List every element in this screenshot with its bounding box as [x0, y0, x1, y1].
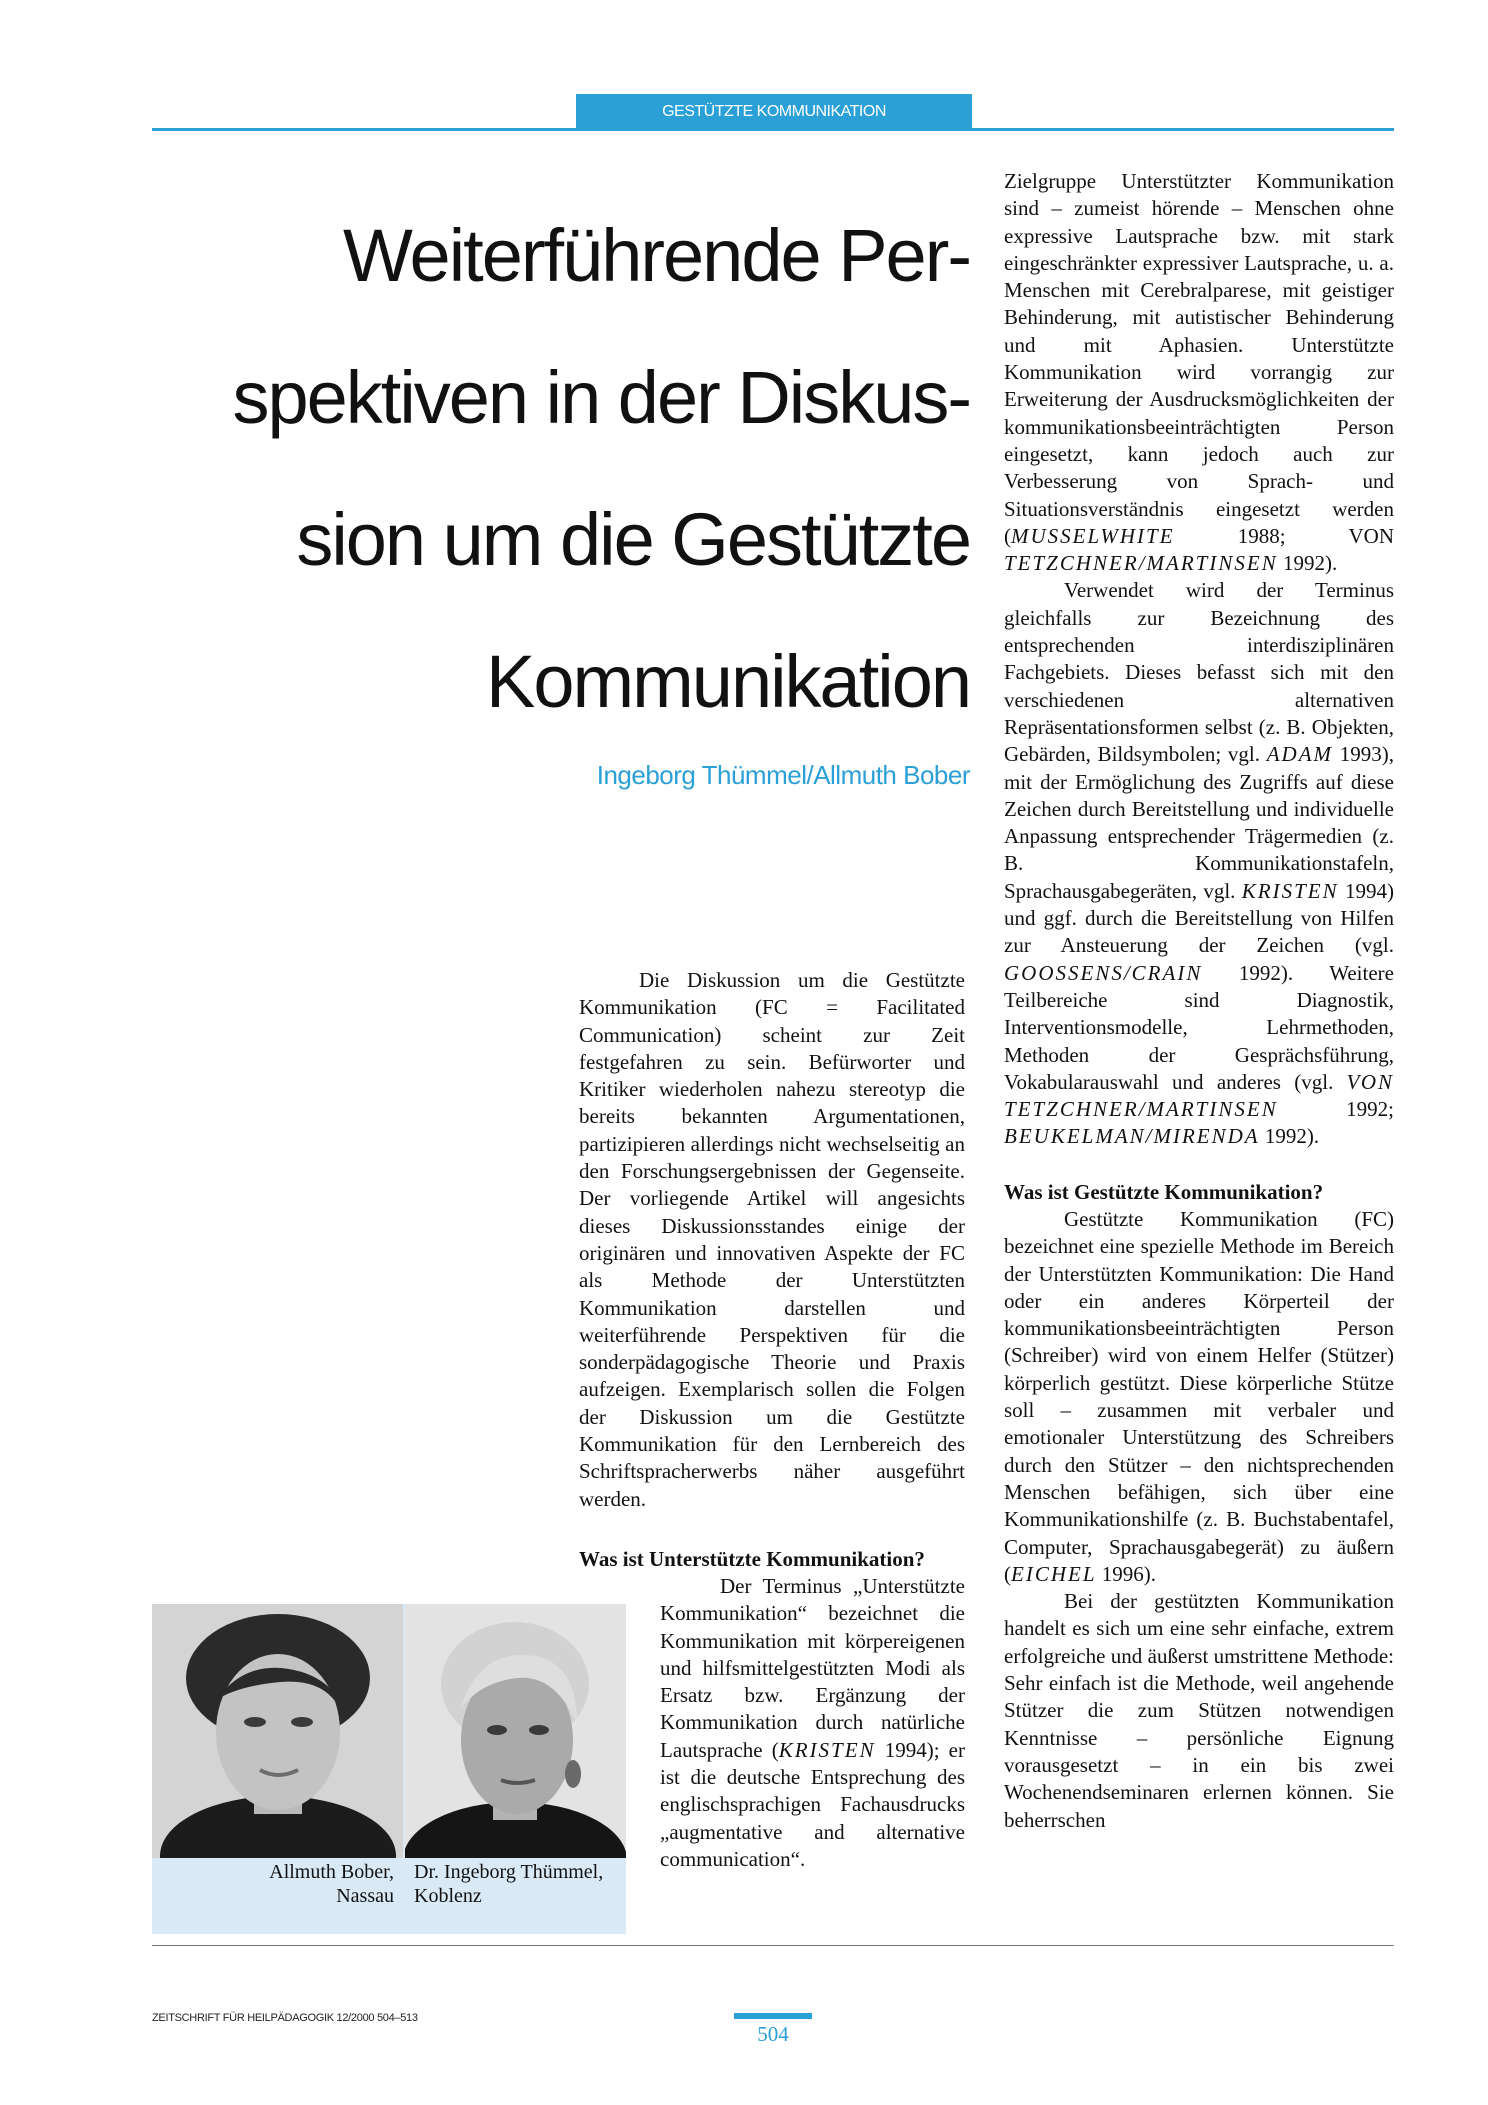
text-run: Verwendet wird der Terminus gleichfalls zur Bezeichnung des entsprechenden interdisziplinären Fachgebiets. Dieses befasst sich mit den verschiedenen alternativen Repräsentationsformen selbst (z. B. Objekten, Gebärden, Bildsymbolen; vgl. — [1004, 578, 1394, 767]
title-line-2: spektiven in der Diskus- — [232, 356, 970, 439]
portrait-thuemmel-image — [405, 1604, 626, 1858]
right-paragraph-1 — [1004, 168, 1394, 577]
journal-citation: ZEITSCHRIFT FÜR HEILPÄDAGOGIK 12/2000 504–513 — [152, 2012, 418, 2024]
right-paragraph-3 — [1004, 1206, 1394, 1588]
text-run: Der Terminus „Unterstützte Kommunikation“ bezeichnet die Kommunikation mit körpereigenen und hilfsmittelgestützten Modi als Ersatz bzw. Ergänzung der Kommunikation durch natürliche Lautsprache ( — [660, 1574, 965, 1762]
caption-place: Nassau — [336, 1885, 394, 1907]
text-run: 1994) und ggf. durch die Bereitstellung von Hilfen zur Ansteuerung der Zeichen (vgl. — [1004, 878, 1394, 958]
text-run: Gestützte Kommunikation (FC) bezeichnet eine spezielle Methode im Bereich der Unterstützten Kommunikation: Die Hand oder ein anderes Körperteil der kommunikationsbeeinträchtigten Person (Schreiber) wird von einem Helfer (Stützer) körperlich gestützt. Diese körperliche Stütze soll – zusammen mit verbaler und emotionaler Unterstützung des Schreibers durch den Stützer – den nichtsprechenden Menschen befähigen, sich über eine Kommunikationshilfe (z. B. Buchstabentafel, Computer, Sprachausgabegerät) zu äußern ( — [1004, 1206, 1394, 1586]
citation: VON TETZCHNER/MARTINSEN — [1004, 1069, 1394, 1122]
right-paragraph-2 — [1004, 577, 1394, 1150]
page-number: 504 — [757, 2022, 789, 2046]
heading-unterstuetzte-kommunikation: Was ist Unterstützte Kommunikation? — [579, 1547, 925, 1571]
citation: EICHEL — [1011, 1561, 1097, 1586]
article-authors: Ingeborg Thümmel/Allmuth Bober — [596, 760, 970, 790]
section1-column — [660, 1573, 965, 1873]
text-run: 1992). — [1277, 551, 1338, 576]
title-line-3: sion um die Gestützte — [296, 498, 970, 581]
author-photos-panel — [152, 1604, 626, 1934]
section-header-tab — [576, 94, 972, 129]
author-photo-thuemmel — [405, 1604, 626, 1858]
text-run: Zielgruppe Unterstützter Kommunikation sind – zumeist hörende – Menschen ohne expressive Lautsprache bzw. mit stark eingeschränkter expressiver Lautsprache, u. a. Menschen mit Cerebralparese, mit geistiger Behinderung, mit autistischer Behinderung und mit Aphasien. Unterstützte Kommunikation wird vorrangig zur Erweiterung der Ausdrucksmöglichkeiten der kommunikationsbeeinträchtigten Person eingesetzt, kann jedoch auch zur Verbesserung von Sprach- und Situationsverständnis eingesetzt werden ( — [1004, 169, 1394, 548]
text-run: 1988; VON — [1174, 523, 1394, 548]
article-title — [160, 185, 970, 753]
abstract-column — [579, 967, 965, 1513]
text-run: 1992; — [1277, 1097, 1394, 1122]
citation: GOOSSENS/CRAIN — [1004, 960, 1203, 985]
caption-place: Koblenz — [414, 1885, 482, 1907]
caption-name: Allmuth Bober, — [269, 1861, 394, 1883]
author-photo-bober — [152, 1604, 403, 1858]
photo-caption-thuemmel — [414, 1860, 626, 1908]
text-run: 1996). — [1096, 1561, 1156, 1586]
heading-gestuetzte-kommunikation: Was ist Gestützte Kommunikation? — [1004, 1179, 1324, 1204]
citation: KRISTEN — [778, 1737, 876, 1762]
citation: ADAM — [1266, 742, 1334, 767]
text-run: 1992). Weitere Teilbereiche sind Diagnostik, Interventionsmodelle, Lehrmethoden, Methoden der Gesprächsführung, Vokabularauswahl und anderes (vgl. — [1004, 960, 1394, 1094]
citation: TETZCHNER/MARTINSEN — [1004, 551, 1278, 576]
text-run: 1994); er ist die deutsche Entsprechung des englischsprachigen Fachausdrucks „augmentative and alternative communication“. — [660, 1737, 965, 1871]
abstract-paragraph: Die Diskussion um die Gestützte Kommunikation (FC = Facilitated Communication) scheint zur Zeit festgefahren zu sein. Befürworter und Kritiker wiederholen nahezu stereotyp die bereits bekannten Argumentationen, partizipieren allerdings nicht wechselseitig an den Forschungsergebnissen der Gegenseite. Der vorliegende Artikel will angesichts dieses Diskussionsstandes einige der originären und innovativen Aspekte der FC als Methode der Unterstützten Kommunikation darstellen und weiterführende Perspektiven für die sonderpädagogische Theorie und Praxis aufzeigen. Exemplarisch sollen die Folgen der Diskussion um die Gestützte Kommunikation für den Lernbereich des Schriftspracherwerbs näher ausgeführt werden. — [579, 968, 965, 1511]
citation: MUSSELWHITE — [1011, 523, 1175, 548]
header-rule — [152, 128, 1394, 131]
right-column — [1004, 168, 1394, 1834]
page-number-tab — [734, 2013, 812, 2019]
title-line-4: Kommunikation — [485, 640, 970, 723]
text-run: 1993), mit der Ermöglichung des Zugriffs auf diese Zeichen durch Bereitstellung und individuelle Anpassung entsprechender Trägermedien (z. B. Kommunikationstafeln, Sprachausgabegeräten, vgl. — [1004, 742, 1394, 903]
text-run: 1992). — [1259, 1124, 1320, 1149]
portrait-bober-image — [152, 1604, 403, 1858]
caption-name: Dr. Ingeborg Thümmel, — [414, 1861, 604, 1883]
footer-rule — [152, 1945, 1394, 1946]
section1-paragraph — [660, 1573, 965, 1873]
section-label: GESTÜTZTE KOMMUNIKATION — [662, 102, 886, 120]
citation: BEUKELMAN/MIRENDA — [1004, 1124, 1260, 1149]
right-paragraph-4: Bei der gestützten Kommunikation handelt es sich um eine sehr einfache, extrem erfolgreiche und äußerst umstrittene Methode: Sehr einfach ist die Methode, weil angehende Stützer die zum Stützen notwendigen Kenntnisse – persönliche Eignung vorausgesetzt – in ein bis zwei Wochenendseminaren erlernen können. Sie beherrschen — [1004, 1589, 1394, 1832]
photo-caption-bober — [152, 1860, 394, 1908]
title-line-1: Weiterführende Per- — [343, 214, 970, 297]
citation: KRISTEN — [1241, 878, 1339, 903]
